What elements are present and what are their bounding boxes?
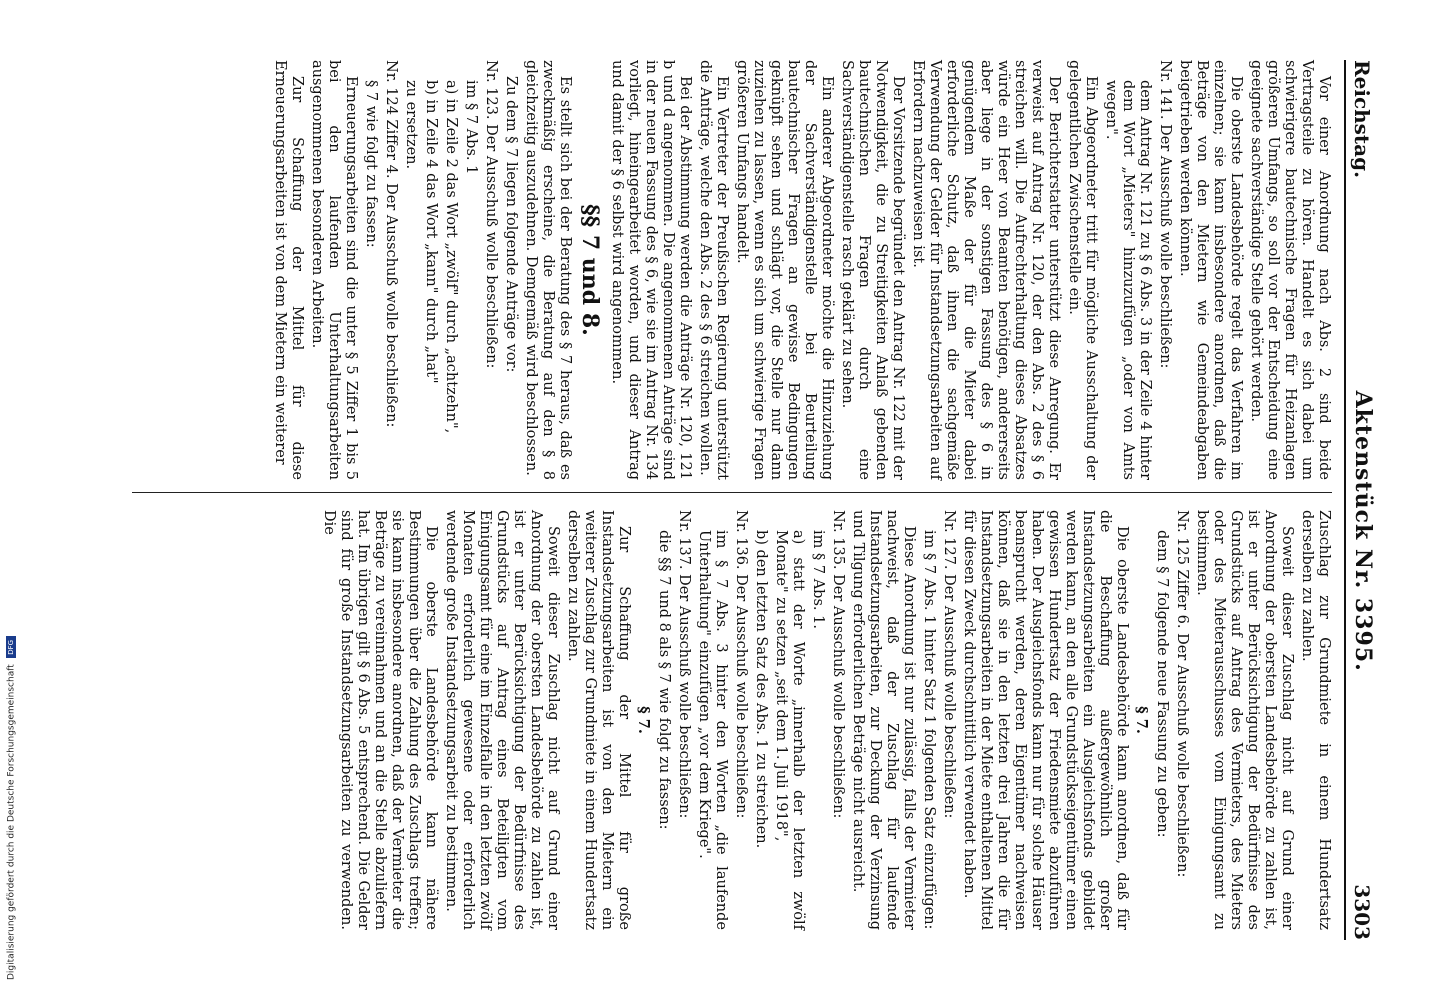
paragraph: Nr. 124 Ziffer 4. Der Ausschuß wolle beschließen: bbox=[383, 60, 399, 428]
paragraph: im § 7 Abs. 3 hinter den Worten „die laufende Unterhaltung" einzufügen „vor dem Kriege". bbox=[696, 530, 729, 930]
rotated-sheet bbox=[100, 40, 1380, 960]
digitization-credit bbox=[6, 580, 20, 980]
paragraph: Nr. 125 Ziffer 6. Der Ausschuß wolle beschließen: bbox=[1174, 510, 1190, 878]
paragraph: die §§ 7 und 8 als § 7 wie folgt zu fassen: bbox=[656, 530, 672, 830]
paragraph: Soweit dieser Zuschlag nicht auf Grund einer Anordnung der obersten Landesbehörde zu zahlen ist, ist er unter Berücksichtigung der Bedürfnisse des Grundstücks auf Antrag des Vermieters, des Mieters oder des Mieterausschusses vom Einigungsamt zu bestimmen. bbox=[1194, 510, 1295, 930]
paragraph: § 7. bbox=[635, 706, 652, 734]
paragraph: zu ersetzen. bbox=[403, 80, 419, 170]
page-number: 3303 bbox=[1350, 884, 1374, 940]
paragraph: Ein anderer Abgeordneter möchte die Hinzuziehung der Sachverständigenstelle bei Beurteilung bautechnischer Fragen an gewisse Bedingungen geknüpft sehen und schlägt vor, die Stelle nur dann zuziehen zu lassen, wenn es sich um schwierige Fragen größeren Umfangs handelt. bbox=[734, 60, 835, 480]
paragraph: Erneuerungsarbeiten sind die unter § 5 Ziffer 1 bis 5 bei den laufenden Unterhaltungsarbeiten ausgenommenen besonderen Arbeiten. bbox=[309, 60, 359, 480]
column-divider bbox=[132, 492, 1332, 493]
paragraph: b) in Zeile 4 das Wort „kann" durch „hat" bbox=[423, 80, 439, 384]
left-column-paragraphs bbox=[608, 60, 1332, 480]
paragraph: Die oberste Landesbehörde kann nähere Bestimmungen über die Zahlung des Zuschlags treffen; sie kann insbesondere anordnen, daß der Vermieter die Beträge zu vereinnahmen und an die Stelle abzuliefern hat. Im übrigen gilt § 6 Abs. 5 entsprechend. Die Gelder sind für große Instandsetzungsarbeiten zu verwenden. Die bbox=[321, 510, 439, 930]
paragraph: dem § 7 folgende neue Fassung zu geben: bbox=[1154, 530, 1170, 838]
paragraph: § 7 wie folgt zu fassen: bbox=[363, 80, 379, 248]
header-left: Reichstag. bbox=[1350, 60, 1374, 179]
paragraph: Die oberste Landesbehörde regelt das Verfahren im einzelnen; sie kann insbesondere anordnen, daß die Beträge von den Mietern wie Gemeindeabgaben beigetrieben werden können. bbox=[1177, 60, 1244, 480]
paragraph: Diese Anordnung ist nur zulässig, falls der Vermieter nachweist, daß der Zuschlag für laufende Instandsetzungsarbeiten, zur Deckung der Verzinsung und Tilgung erforderlichen Beträge nicht ausreicht. bbox=[850, 510, 917, 930]
right-column bbox=[317, 510, 1332, 930]
paragraph: Zuschlag zur Grundmiete in einem Hundertsatz derselben zu zahlen. bbox=[1299, 510, 1332, 930]
paragraph: Nr. 136. Der Ausschuß wolle beschließen: bbox=[733, 510, 749, 819]
page-header bbox=[1344, 60, 1380, 940]
paragraph: Es stellt sich bei der Beratung des § 7 heraus, daß es zweckmäßig erscheine, die Beratung auf den § 8 gleichzeitig auszudehnen. Demgemäß wird beschlossen. bbox=[523, 60, 573, 480]
paragraph: Ein Vertreter der Preußischen Regierung unterstützt die Anträge, welche den Abs. 2 des § 6 streichen wollen. bbox=[697, 60, 730, 480]
paragraph: dem Antrag Nr. 121 zu § 6 Abs. 3 in der Zeile 4 hinter dem Wort „Mieters" hinzuzufügen „oder von Amts wegen". bbox=[1103, 80, 1153, 480]
paragraph: Nr. 141. Der Ausschuß wolle beschließen: bbox=[1157, 60, 1173, 369]
left-column bbox=[268, 60, 1332, 480]
paragraph: Zur Schaffung der Mittel für diese Erneuerungsarbeiten ist von dem Mietern ein weiterer bbox=[272, 60, 305, 480]
paragraph: Die oberste Landesbehörde kann anordnen, daß für die Beschaffung außergewöhnlich großer Instandsetzungsarbeiten ein Ausgleichsfonds gebildet werden kann, an den alle Grundstückseigentümer einen gewissen Hundertsatz der Friedensmiete abzuführen haben. Der Ausgleichsfonds kann nur für solche Häuser beansprucht werden, deren Eigentümer nachweisen können, daß sie in den letzten drei Jahren die für Instandsetzungsarbeiten in der Miete enthaltenen Mittel für diesen Zweck durchschnittlich verwendet haben. bbox=[961, 510, 1130, 930]
left-column-paragraphs-2 bbox=[271, 60, 573, 480]
paragraph: Der Berichterstatter unterstützt diese Anregung. Er verweist auf Antrag Nr. 120, der den Abs. 2 des § 6 streichen will. Die Aufrechterhaltung dieses Absatzes würde ein Heer von Beamten benötigen, andererseits aber liege in der sonstigen Fassung des § 6 in genügendem Maße der für die Mieter dabei erforderliche Schutz, daß ihnen die sachgemäße Verwendung der Gelder für Instandsetzungsarbeiten auf Erfordern nachzuweisen ist. bbox=[910, 60, 1062, 480]
dfg-logo: DFG bbox=[6, 636, 16, 658]
paragraph: b) den letzten Satz des Abs. 1 zu streichen. bbox=[753, 530, 769, 849]
paragraph: Bei der Abstimmung werden die Anträge Nr. 120, 121 b und d angenommen. Die angenommenen Anträge sind in der neuen Fassung des § 6, wie sie im Antrag Nr. 134 vorliegt, hineingearbeitet worden, und dieser Antrag und damit der § 6 selbst wird angenommen. bbox=[609, 60, 693, 480]
paragraph: § 7. bbox=[1133, 706, 1150, 734]
paragraph: im § 7 Abs. 1 bbox=[463, 80, 479, 175]
paragraph: a) in Zeile 2 das Wort „zwölf" durch „achtzehn", bbox=[443, 80, 459, 434]
paragraph: Nr. 123. Der Ausschuß wolle beschließen: bbox=[483, 60, 499, 369]
paragraph: im § 7 Abs. 1 hinter Satz 1 folgenden Satz einzufügen: bbox=[921, 530, 937, 930]
paragraph: Der Vorsitzende begründet den Antrag Nr. 122 mit der Notwendigkeit, die zu Streitigkeiten Anlaß gebenden bautechnischen Fragen durch eine Sachverständigenstelle rasch geklärt zu sehen. bbox=[839, 60, 906, 480]
paragraph: Zu dem § 7 liegen folgende Anträge vor: bbox=[503, 76, 519, 373]
header-title: Aktenstück Nr. 3395. bbox=[1350, 390, 1376, 672]
section-heading: §§ 7 und 8. bbox=[577, 204, 603, 336]
paragraph: Vor einer Anordnung nach Abs. 2 sind beide Vertragsteile zu hören. Handelt es sich dabei um schwierigere bautechnische Fragen für Heizanlagen größeren Umfangs, so soll vor der Entscheidung eine geeignete sachverständige Stelle gehört werden. bbox=[1248, 60, 1332, 480]
credit-text: Digitalisierung gefördert durch die Deutsche Forschungsgemeinschaft bbox=[6, 664, 17, 980]
paragraph: Nr. 127. Der Ausschuß wolle beschließen: bbox=[941, 510, 957, 819]
right-column-paragraphs bbox=[320, 510, 1332, 930]
paragraph: Nr. 135. Der Ausschuß wolle beschließen: bbox=[830, 510, 846, 819]
paragraph: Soweit dieser Zuschlag nicht auf Grund einer Anordnung der obersten Landesbehörde zu zahlen ist, ist er unter Berücksichtigung der Bedürfnisse des Grundstücks auf Antrag eines Beteiligten vom Einigungsamt für eine im Einzelfalle in den letzten zwölf Monaten erforderlich gewesene oder erforderlich werdende große Instandsetzungsarbeit zu bestimmen. bbox=[443, 510, 561, 930]
paragraph: Ein Abgeordneter tritt für mögliche Ausschaltung der gelegentlichen Zwischenstelle ein. bbox=[1066, 60, 1099, 480]
paragraph: im § 7 Abs. 1. bbox=[810, 530, 826, 629]
paragraph: Nr. 137. Der Ausschuß wolle beschließen: bbox=[676, 510, 692, 819]
paragraph: Zur Schaffung der Mittel für große Instandsetzungsarbeiten ist von den Mietern ein weiterer Zuschlag zur Grundmiete in einem Hundertsatz derselben zu zahlen. bbox=[565, 510, 632, 930]
paragraph: a) statt der Worte „innerhalb der letzten zwölf Monate" zu setzen „seit dem 1. Juli 1918", bbox=[773, 530, 806, 930]
